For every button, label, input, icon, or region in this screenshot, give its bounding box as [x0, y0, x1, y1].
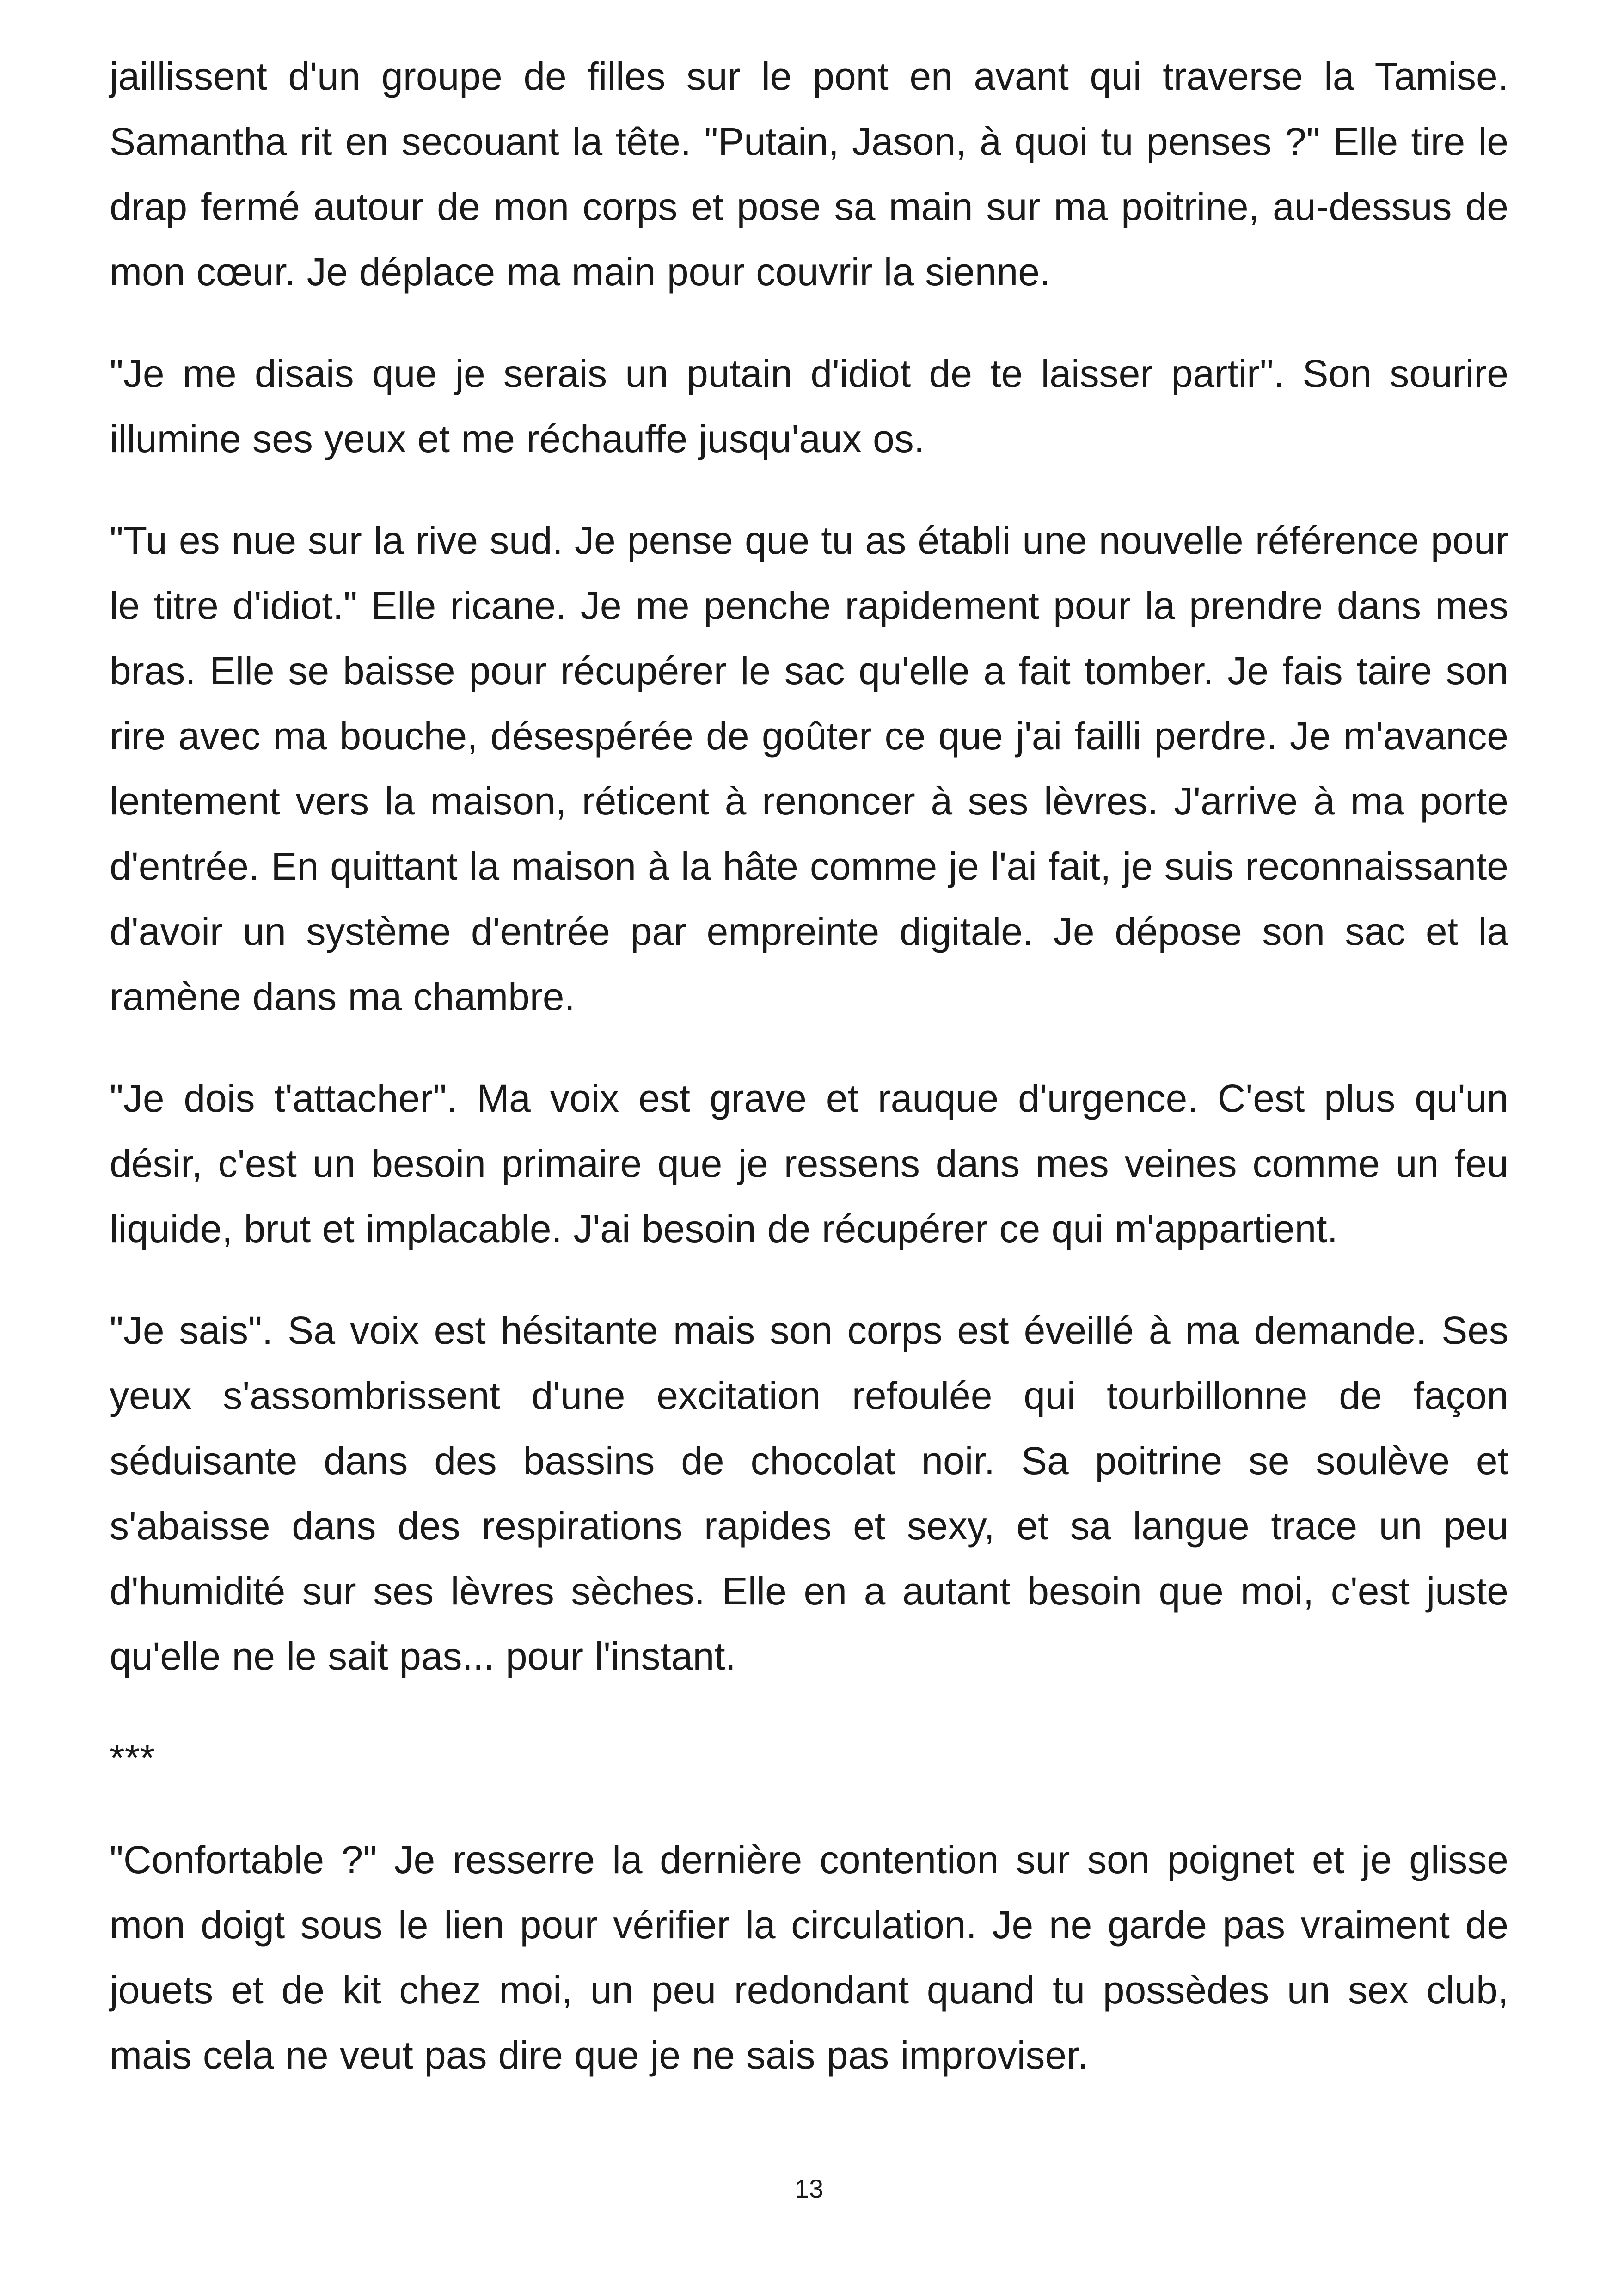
page-body: [110, 44, 1508, 2125]
paragraph: "Confortable ?" Je resserre la dernière contention sur son poignet et je glisse mon doigt sous le lien pour vérifier la circulation. Je ne garde pas vraiment de jouets et de kit chez moi, un peu redondant quand tu possèdes un sex club, mais cela ne veut pas dire que je ne sais pas improviser.: [110, 1838, 1508, 2077]
paragraph: "Je sais". Sa voix est hésitante mais son corps est éveillé à ma demande. Ses yeux s'assombrissent d'une excitation refoulée qui tourbillonne de façon séduisante dans des bassins de chocolat noir. Sa poitrine se soulève et s'abaisse dans des respirations rapides et sexy, et sa langue trace un peu d'humidité sur ses lèvres sèches. Elle en a autant besoin que moi, c'est juste qu'elle ne le sait pas... pour l'instant.: [110, 1309, 1508, 1678]
section-separator: ***: [110, 1736, 155, 1780]
paragraph: "Je dois t'attacher". Ma voix est grave et rauque d'urgence. C'est plus qu'un désir, c'est un besoin primaire que je ressens dans mes veines comme un feu liquide, brut et implacable. J'ai besoin de récupérer ce qui m'appartient.: [110, 1077, 1508, 1250]
paragraph: jaillissent d'un groupe de filles sur le pont en avant qui traverse la Tamise. Samantha rit en secouant la tête. "Putain, Jason, à quoi tu penses ?" Elle tire le drap fermé autour de mon corps et pose sa main sur ma poitrine, au-dessus de mon cœur. Je déplace ma main pour couvrir la sienne.: [110, 55, 1508, 294]
paragraph: "Tu es nue sur la rive sud. Je pense que tu as établi une nouvelle référence pour le titre d'idiot." Elle ricane. Je me penche rapidement pour la prendre dans mes bras. Elle se baisse pour récupérer le sac qu'elle a fait tomber. Je fais taire son rire avec ma bouche, désespérée de goûter ce que j'ai failli perdre. Je m'avance lentement vers la maison, réticent à renoncer à ses lèvres. J'arrive à ma porte d'entrée. En quittant la maison à la hâte comme je l'ai fait, je suis reconnaissante d'avoir un système d'entrée par empreinte digitale. Je dépose son sac et la ramène dans ma chambre.: [110, 519, 1508, 1018]
paragraph: "Je me disais que je serais un putain d'idiot de te laisser partir". Son sourire illumine ses yeux et me réchauffe jusqu'aux os.: [110, 352, 1508, 460]
page-number: 13: [794, 2174, 824, 2203]
